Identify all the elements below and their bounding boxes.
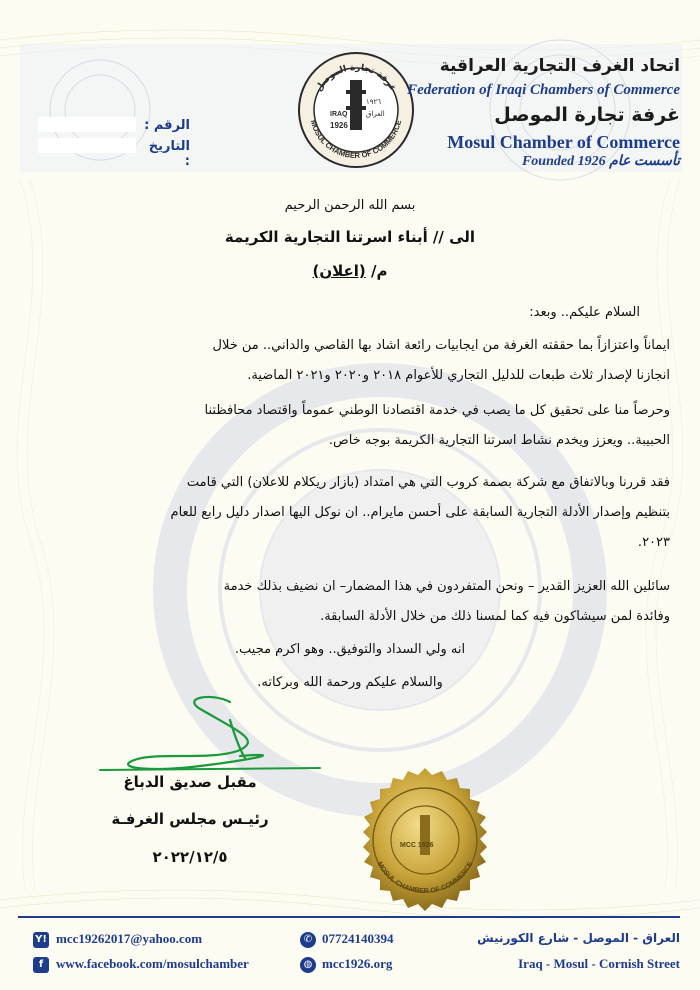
subject-text: (اعلان): [312, 262, 366, 280]
logo-year-text: 1926: [330, 121, 348, 130]
seal-ring-text: MOSUL CHAMBER OF COMMERCE: [375, 860, 475, 896]
reference-redaction: [38, 117, 136, 132]
seal-center-text: MCC 1926: [400, 842, 434, 849]
subject-prefix: م/: [365, 262, 388, 280]
paragraph-2-line-2: الحبيبة.. ويعزز ويخدم نشاط اسرتنا التجارية الكريمة بوجه خاص.: [328, 433, 670, 448]
logo-bottom-arc-text: MOSUL CHAMBER OF COMMERCE: [308, 118, 404, 161]
paragraph-4: [30, 572, 670, 632]
addressee: الى // أبناء اسرتنا التجارية الكريمة: [224, 228, 476, 246]
paragraph-4-line-2: وفائدة لمن سيشاكون فيه كما لمسنا ذلك من خلال الأدلة السابقة.: [320, 609, 670, 624]
paragraph-1-line-2: انجازنا لإصدار ثلاث طبعات للدليل التجاري للأعوام ٢٠١٨ و٢٠٢٠ و٢٠٢١ الماضية.: [247, 368, 670, 383]
logo-iraq-text: IRAQ: [330, 111, 348, 118]
globe-icon: ◍: [300, 957, 316, 973]
whatsapp-icon: ✆: [300, 932, 316, 948]
date-label: التاريخ :: [148, 139, 190, 169]
logo-iraq-ar-text: العراق: [366, 110, 385, 118]
paragraph-1-line-1: ايماناً واعتزازاً بما حققته الغرفة من ايجابيات رائعة اشاد بها القاصي والداني.. من خلال: [212, 338, 670, 353]
greeting: السلام عليكم.. وبعد:: [529, 305, 640, 320]
paragraph-3-line-1: فقد قررنا وبالاتفاق مع شركة بصمة كروب التي هي امتداد (بازار ريكلام للاعلان) التي قامت: [186, 475, 670, 490]
paragraph-4-line-1: سائلين الله العزيز القدير – ونحن المتفردون في هذا المضمار– ان نضيف بذلك خدمة: [223, 579, 670, 594]
logo-top-arc-text: غرفة تجارة الموصل: [314, 62, 398, 94]
facebook-icon: f: [33, 957, 49, 973]
footer-divider: [18, 916, 680, 918]
reference-number-label: الرقم :: [144, 118, 190, 133]
footer-website[interactable]: mcc1926.org: [322, 956, 393, 971]
paragraph-1: [30, 331, 670, 391]
logo-year-ar-text: ١٩٢٦: [366, 98, 382, 106]
paragraph-3: [30, 468, 670, 558]
yahoo-icon: Y!: [33, 932, 49, 948]
closing-line-2: والسلام عليكم ورحمة الله وبركاته.: [257, 675, 443, 690]
closing-line-1: انه ولي السداد والتوفيق.. وهو اكرم مجيب.: [234, 642, 466, 657]
signatory-name: مقبل صديق الدباغ: [123, 773, 257, 791]
federation-english: Federation of Iraqi Chambers of Commerce: [407, 82, 680, 98]
gold-seal: [350, 765, 500, 915]
basmala: بسم الله الرحمن الرحيم: [284, 198, 416, 213]
paragraph-2-line-1: وحرصاً منا على تحقيق كل ما يصب في خدمة اقتصادنا الوطني عموماً واقتصاد محافظتنا: [204, 403, 670, 418]
footer-facebook[interactable]: www.facebook.com/mosulchamber: [56, 956, 249, 971]
signatory-title: رئيـس مجلس الغرفـة: [111, 810, 269, 828]
founded-line: Founded 1926 تأسست عام: [521, 154, 680, 169]
subject-line: [150, 262, 550, 280]
chamber-english: Mosul Chamber of Commerce: [447, 132, 680, 152]
paragraph-2: [30, 396, 670, 456]
federation-arabic: اتحاد الغرف التجارية العراقية: [439, 56, 680, 76]
footer-address-english: Iraq - Mosul - Cornish Street: [518, 956, 680, 971]
date-redaction: [38, 138, 136, 153]
paragraph-3-line-2: بتنظيم وإصدار الأدلة التجارية السابقة على أحسن مايرام.. ان نوكل اليها اصدار دليل رابع للعام: [170, 505, 670, 520]
signature-date: ٢٠٢٢/١٢/٥: [152, 848, 228, 866]
footer-phone[interactable]: 07724140394: [322, 931, 394, 946]
chamber-arabic: غرفة تجارة الموصل: [494, 104, 680, 126]
footer-address-arabic: العراق - الموصل - شارع الكورنيش: [477, 931, 680, 945]
handwritten-signature: [90, 680, 330, 780]
footer-email[interactable]: mcc19262017@yahoo.com: [56, 931, 203, 946]
paragraph-3-line-3: ٢٠٢٣.: [637, 535, 670, 550]
